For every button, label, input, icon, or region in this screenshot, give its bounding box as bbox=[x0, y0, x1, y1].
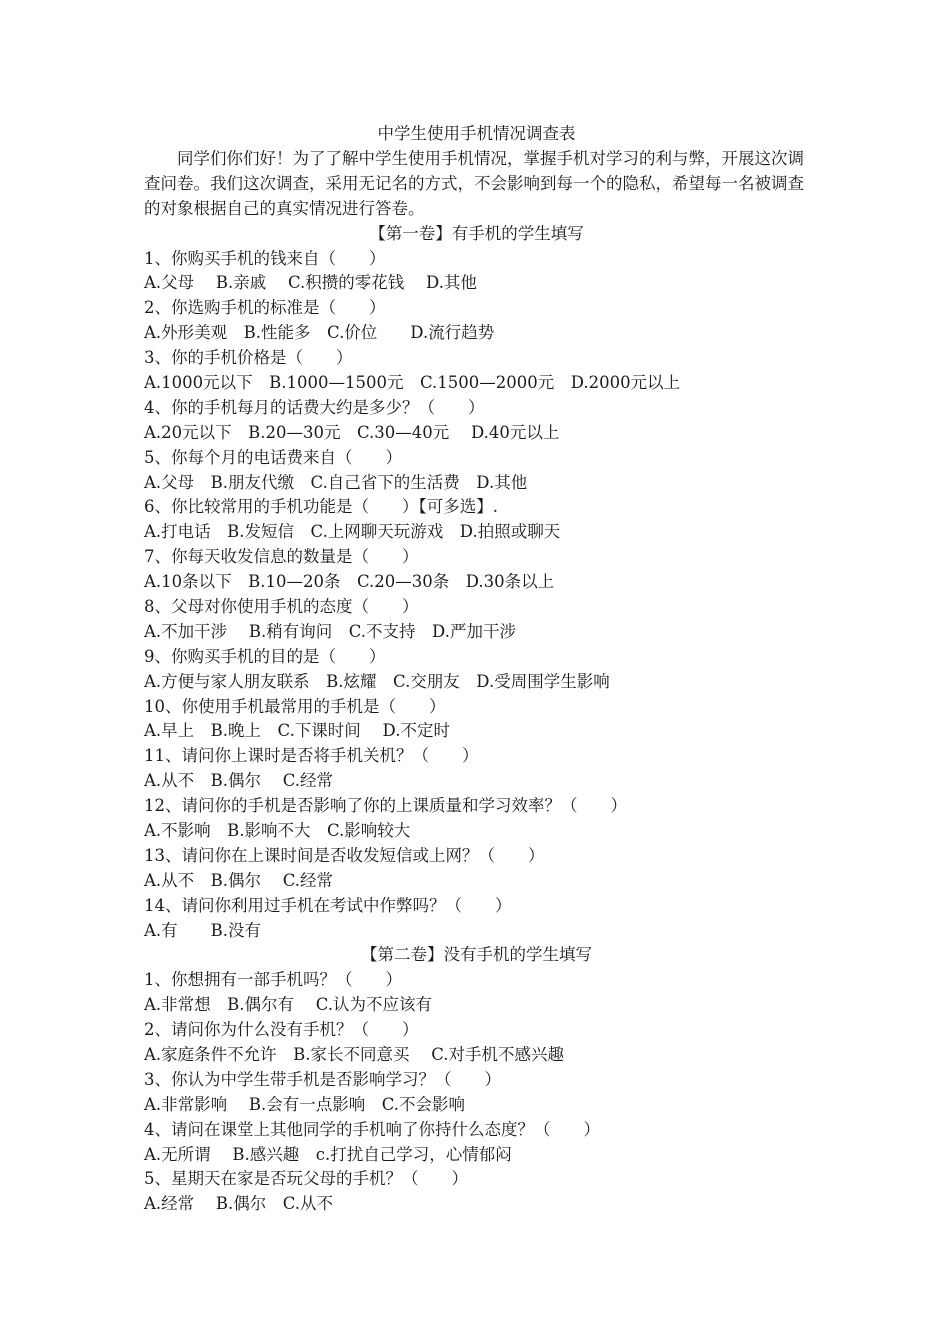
options-line: A.方便与家人朋友联系 B.炫耀 C.交朋友 D.受周围学生影响 bbox=[144, 671, 610, 691]
options-line: A.经常 B.偶尔 C.从不 bbox=[144, 1194, 334, 1214]
question-line: 3、你认为中学生带手机是否影响学习？（ ） bbox=[144, 1069, 501, 1089]
options-line: A.无所谓 B.感兴趣 c.打扰自己学习，心情郁闷 bbox=[144, 1144, 512, 1164]
options-line: A.10条以下 B.10—20条 C.20—30条 D.30条以上 bbox=[144, 572, 555, 592]
options-line: A.有 B.没有 bbox=[144, 920, 262, 940]
question-line: 1、你购买手机的钱来自（ ） bbox=[144, 248, 386, 268]
question-line: 12、请问你的手机是否影响了你的上课质量和学习效率？（ ） bbox=[144, 796, 627, 816]
question-line: 9、你购买手机的目的是（ ） bbox=[144, 646, 386, 666]
document-page bbox=[144, 122, 809, 1217]
question-line: 6、你比较常用的手机功能是（ ）【可多选】. bbox=[144, 497, 498, 517]
options-line: A.父母 B.亲戚 C.积攒的零花钱 D.其他 bbox=[144, 273, 477, 293]
question-line: 5、星期天在家是否玩父母的手机？（ ） bbox=[144, 1169, 468, 1189]
options-line: A.外形美观 B.性能多 C.价位 D.流行趋势 bbox=[144, 323, 495, 343]
question-line: 11、请问你上课时是否将手机关机？（ ） bbox=[144, 746, 479, 766]
question-line: 4、你的手机每月的话费大约是多少？（ ） bbox=[144, 397, 485, 417]
question-line: 4、请问在课堂上其他同学的手机响了你持什么态度？（ ） bbox=[144, 1119, 600, 1139]
options-line: A.父母 B.朋友代缴 C.自己省下的生活费 D.其他 bbox=[144, 472, 528, 492]
document-title: 中学生使用手机情况调查表 bbox=[377, 124, 576, 143]
question-line: 8、父母对你使用手机的态度（ ） bbox=[144, 596, 419, 616]
question-line: 10、你使用手机最常用的手机是（ ） bbox=[144, 696, 446, 716]
question-line: 7、你每天收发信息的数量是（ ） bbox=[144, 547, 419, 567]
section-2-questions bbox=[144, 968, 809, 1217]
options-line: A.1000元以下 B.1000—1500元 C.1500—2000元 D.2000元以上 bbox=[144, 372, 681, 392]
question-line: 1、你想拥有一部手机吗？（ ） bbox=[144, 970, 402, 990]
section-1-heading: 【第一卷】有手机的学生填写 bbox=[369, 223, 584, 243]
options-line: A.不加干涉 B.稍有询问 C.不支持 D.严加干涉 bbox=[144, 621, 516, 641]
options-line: A.早上 B.晚上 C.下课时间 D.不定时 bbox=[144, 721, 450, 741]
intro-paragraph: 同学们你们好！为了了解中学生使用手机情况，掌握手机对学习的利与弊，开展这次调查问卷。我们这次调查，采用无记名的方式，不会影响到每一个的隐私，希望每一名被调查的对象根据自己的真实情况进行答卷。 bbox=[144, 148, 804, 218]
options-line: A.从不 B.偶尔 C.经常 bbox=[144, 870, 334, 890]
options-line: A.从不 B.偶尔 C.经常 bbox=[144, 771, 334, 791]
question-line: 2、请问你为什么没有手机？（ ） bbox=[144, 1020, 419, 1040]
options-line: A.20元以下 B.20—30元 C.30—40元 D.40元以上 bbox=[144, 422, 560, 442]
options-line: A.打电话 B.发短信 C.上网聊天玩游戏 D.拍照或聊天 bbox=[144, 522, 561, 542]
options-line: A.不影响 B.影响不大 C.影响较大 bbox=[144, 820, 411, 840]
question-line: 5、你每个月的电话费来自（ ） bbox=[144, 447, 402, 467]
section-2-heading: 【第二卷】没有手机的学生填写 bbox=[361, 945, 592, 965]
options-line: A.非常想 B.偶尔有 C.认为不应该有 bbox=[144, 995, 433, 1015]
options-line: A.家庭条件不允许 B.家长不同意买 C.对手机不感兴趣 bbox=[144, 1045, 565, 1064]
question-line: 2、你选购手机的标准是（ ） bbox=[144, 298, 386, 318]
section-1-questions bbox=[144, 247, 809, 944]
question-line: 14、请问你利用过手机在考试中作弊吗？（ ） bbox=[144, 895, 512, 915]
options-line: A.非常影响 B.会有一点影响 C.不会影响 bbox=[144, 1094, 466, 1114]
question-line: 3、你的手机价格是（ ） bbox=[144, 348, 353, 368]
question-line: 13、请问你在上课时间是否收发短信或上网？（ ） bbox=[144, 845, 545, 865]
